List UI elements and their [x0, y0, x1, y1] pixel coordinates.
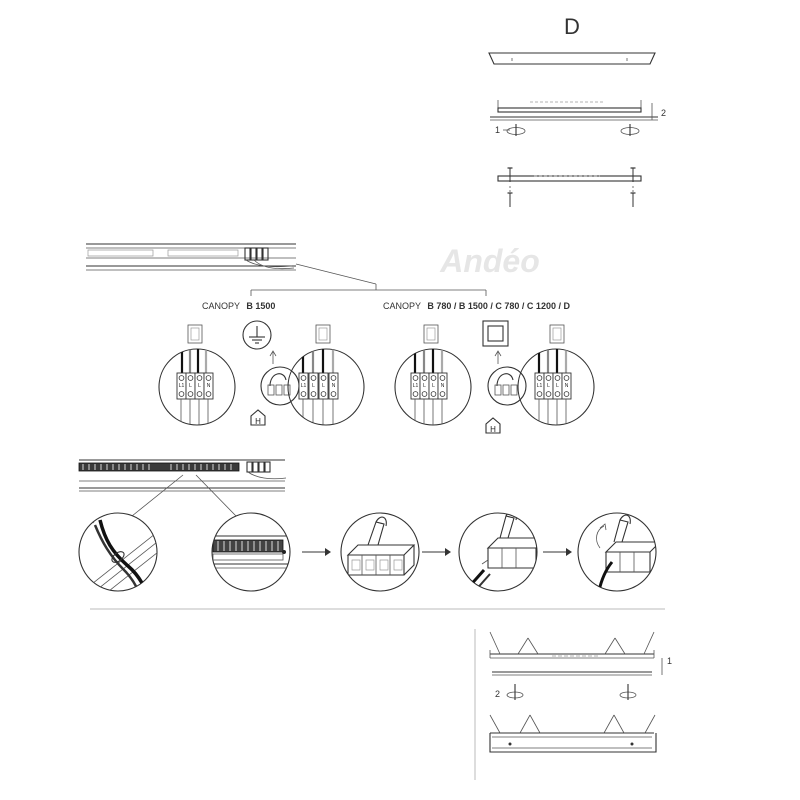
step-number: 2 [495, 689, 501, 699]
terminal-label: L1 [178, 383, 185, 389]
step-number: 2 [661, 108, 667, 118]
terminal-label: L [312, 383, 315, 389]
canopy-suspension-step [498, 168, 641, 207]
earth-connection-detail [261, 351, 299, 405]
terminal-label: L1 [412, 383, 419, 389]
ground-icon [243, 321, 271, 349]
house-icon [251, 410, 265, 426]
earth-connection-detail [488, 351, 526, 405]
connector-press-detail [341, 513, 419, 591]
canopy-label-prefix: CANOPY [202, 301, 240, 311]
switch-icon [424, 325, 438, 343]
house-label: H [490, 425, 496, 434]
double-insulation-icon [483, 321, 508, 346]
house-label: H [255, 417, 261, 426]
canopy-hanging-step [490, 632, 672, 700]
terminal-label: L [423, 383, 426, 389]
canopy-label-model: B 780 / B 1500 / C 780 / C 1200 / D [427, 301, 570, 311]
cable-clip-detail [78, 513, 172, 606]
section-letter: D [564, 14, 580, 39]
canopy-profile-with-terminals [86, 244, 296, 270]
terminal-label: N [440, 383, 445, 389]
terminal-label: L [556, 383, 559, 389]
switch-icon [316, 325, 330, 343]
wiring-detail-circle [159, 345, 235, 430]
canopy-top-view [489, 53, 655, 64]
lever-close-detail [578, 513, 660, 596]
terminal-label: N [206, 383, 211, 389]
wiring-detail-circle [518, 345, 594, 430]
canopy-label-model: B 1500 [246, 301, 276, 311]
wiring-detail-circle [288, 345, 364, 430]
arrow-right-icon [543, 548, 572, 556]
canopy-model-label [383, 301, 570, 311]
switch-icon [188, 325, 202, 343]
terminal-label: L1 [536, 383, 543, 389]
canopy-mounting-step [490, 100, 666, 136]
terminal-label: L [432, 383, 435, 389]
house-icon [486, 418, 500, 434]
wire-insert-detail [459, 511, 546, 592]
terminal-label: L1 [300, 383, 307, 389]
terminal-label: L [198, 383, 201, 389]
canopy-model-label [202, 301, 275, 311]
terminal-label: N [564, 383, 569, 389]
arrow-right-icon [302, 548, 331, 556]
canopy-final-assembly [490, 715, 656, 752]
terminal-label: L [547, 383, 550, 389]
terminal-label: L [322, 383, 325, 389]
wiring-detail-circle [395, 345, 471, 430]
step-number: 1 [495, 125, 501, 135]
canopy-label-prefix: CANOPY [383, 301, 421, 311]
switch-icon [550, 325, 564, 343]
terminal-label: N [331, 383, 336, 389]
terminal-row-detail [210, 513, 292, 591]
step-number: 1 [667, 656, 673, 666]
terminal-label: L [189, 383, 192, 389]
watermark: Andéo [440, 243, 540, 279]
arrow-right-icon [422, 548, 451, 556]
